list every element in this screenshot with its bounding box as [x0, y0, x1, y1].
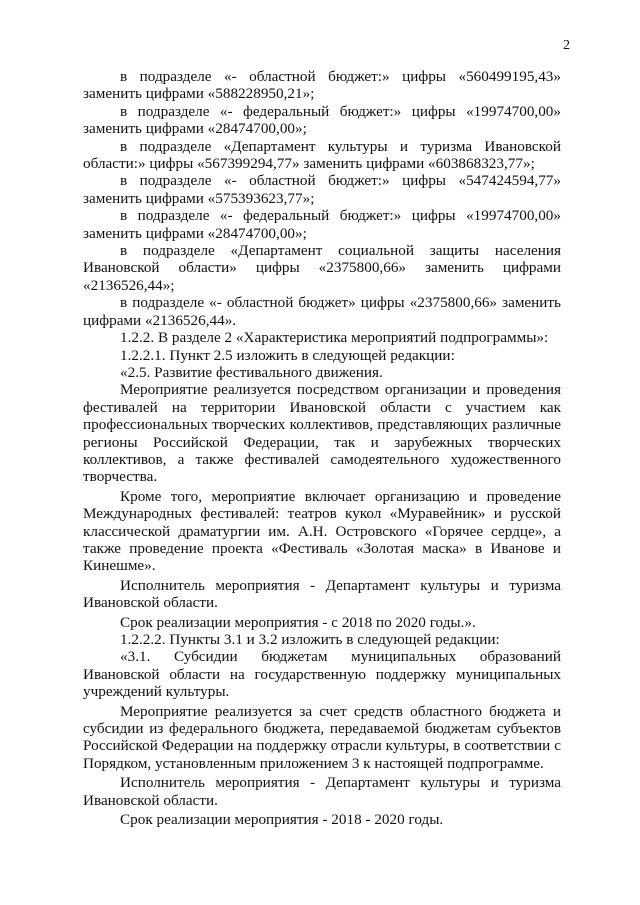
paragraph: Срок реализации мероприятия - с 2018 по 2020 годы.».	[120, 613, 476, 631]
paragraph: Исполнитель мероприятия - Департамент культуры и туризма Ивановской области.	[83, 576, 561, 612]
paragraph: в подразделе «- федеральный бюджет:» цифры «19974700,00» заменить цифрами «28474700,00»;	[83, 102, 561, 138]
paragraph: в подразделе «- областной бюджет» цифры «2375800,66» заменить цифрами «2136526,44».	[83, 294, 561, 329]
document-body	[83, 68, 561, 828]
paragraph: 1.2.2.2. Пункты 3.1 и 3.2 изложить в следующей редакции:	[120, 631, 500, 648]
paragraph: в подразделе «- областной бюджет:» цифры «560499195,43» заменить цифрами «588228950,21»;	[83, 68, 561, 103]
paragraph: 1.2.2.1. Пункт 2.5 изложить в следующей редакции:	[120, 346, 455, 364]
paragraph: в подразделе «Департамент культуры и туризма Ивановской области:» цифры «567399294,77» заменить цифрами «603868323,77»;	[83, 137, 561, 173]
paragraph: в подразделе «Департамент социальной защиты населения Ивановской области» цифры «2375800,66» заменить цифрами «2136526,44»;	[83, 242, 561, 294]
paragraph: «3.1. Субсидии бюджетам муниципальных образований Ивановской области на государственную поддержку муниципальных учреждений культуры.	[83, 648, 561, 701]
paragraph: Кроме того, мероприятие включает организацию и проведение Международных фестивалей: театров кукол «Муравейник» и русской классической драматургии им. А.Н. Островского «Горячее сердце», а также проведение проекта «Фестиваль «Золотая маска» в Иванове и Кинешме».	[83, 487, 561, 575]
paragraph: Срок реализации мероприятия - 2018 - 2020 годы.	[120, 811, 444, 829]
paragraph: в подразделе «- областной бюджет:» цифры «547424594,77» заменить цифрами «575393623,77»;	[83, 172, 561, 207]
paragraph: Исполнитель мероприятия - Департамент культуры и туризма Ивановской области.	[83, 774, 561, 809]
paragraph: Мероприятие реализуется за счет средств областного бюджета и субсидии из федерального бюджета, передаваемой бюджетам субъектов Российской Федерации на поддержку отрасли культуры, в соответствии с Порядком, установленным приложением 3 к настоящей подпрограмме.	[83, 702, 561, 772]
paragraph: 1.2.2. В разделе 2 «Характеристика мероприятий подпрограммы»:	[120, 329, 549, 347]
paragraph: «2.5. Развитие фестивального движения.	[120, 363, 383, 381]
page-number: 2	[563, 38, 570, 53]
paragraph: в подразделе «- федеральный бюджет:» цифры «19974700,00» заменить цифрами «28474700,00»;	[83, 207, 561, 242]
paragraph: Мероприятие реализуется посредством организации и проведения фестивалей на территории Ивановской области с участием как профессиональных творческих коллективов, представляющих различные регионы Российской Федерации, так и зарубежных творческих коллективов, а также фестивалей самодеятельного художественного творчества.	[83, 381, 561, 486]
